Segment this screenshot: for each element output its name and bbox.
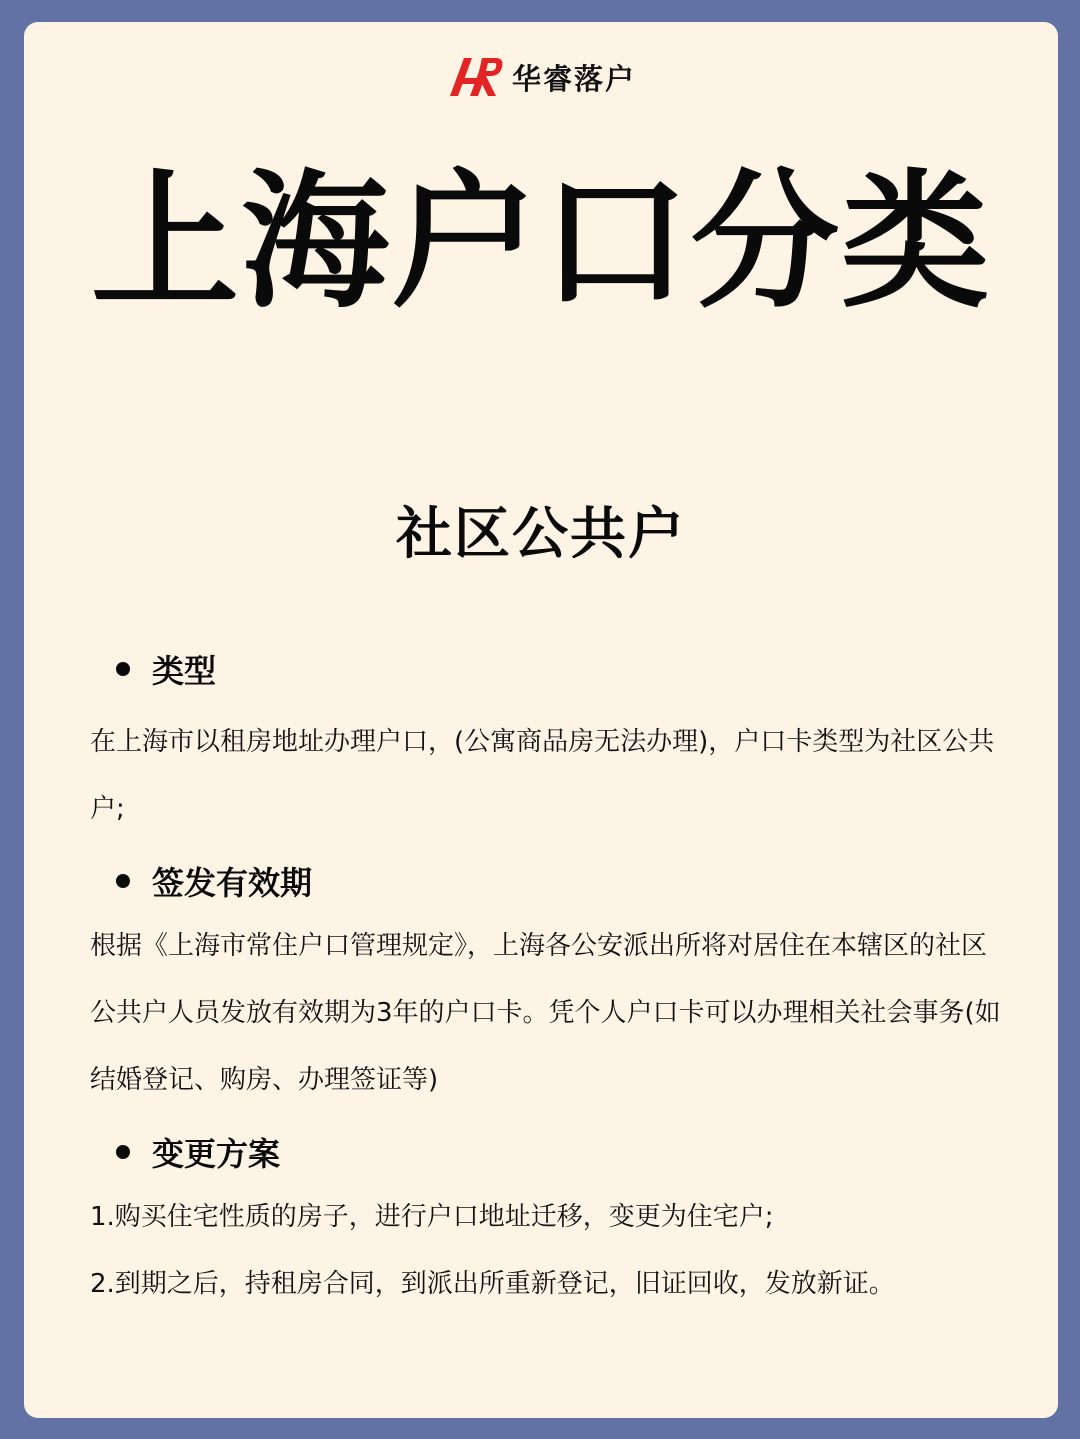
bullet-icon: [116, 1145, 130, 1159]
brand-name: 华睿落户: [511, 61, 636, 96]
paragraph: 2.到期之后，持租房合同，到派出所重新登记，旧证回收，发放新证。: [90, 1269, 895, 1299]
heading-text: 类型: [152, 652, 217, 690]
section-heading-type: [116, 637, 1010, 701]
paragraph: 在上海市以租房地址办理户口，(公寓商品房无法办理)，户口卡类型为社区公共户;: [90, 727, 995, 824]
bullet-icon: [116, 874, 130, 888]
heading-text: 变更方案: [152, 1135, 281, 1173]
paragraph: 1.购买住宅性质的房子，进行户口地址迁移，变更为住宅户;: [90, 1202, 774, 1232]
page-title: 上海户口分类: [91, 156, 991, 328]
info-card: [24, 22, 1058, 1418]
section-heading-change: [116, 1120, 1010, 1184]
hr-logo-icon: [446, 52, 506, 102]
bullet-icon: [116, 662, 130, 676]
brand-header: [24, 52, 1058, 102]
heading-text: 签发有效期: [152, 864, 313, 902]
content-body: [90, 637, 1010, 1318]
section-title: 社区公共户: [396, 502, 686, 567]
paragraph: 根据《上海市常住户口管理规定》，上海各公安派出所将对居住在本辖区的社区公共户人员发放有效期为3年的户口卡。凭个人户口卡可以办理相关社会事务(如结婚登记、购房、办理签证等): [90, 931, 1001, 1095]
section-heading-validity: [116, 849, 1010, 913]
